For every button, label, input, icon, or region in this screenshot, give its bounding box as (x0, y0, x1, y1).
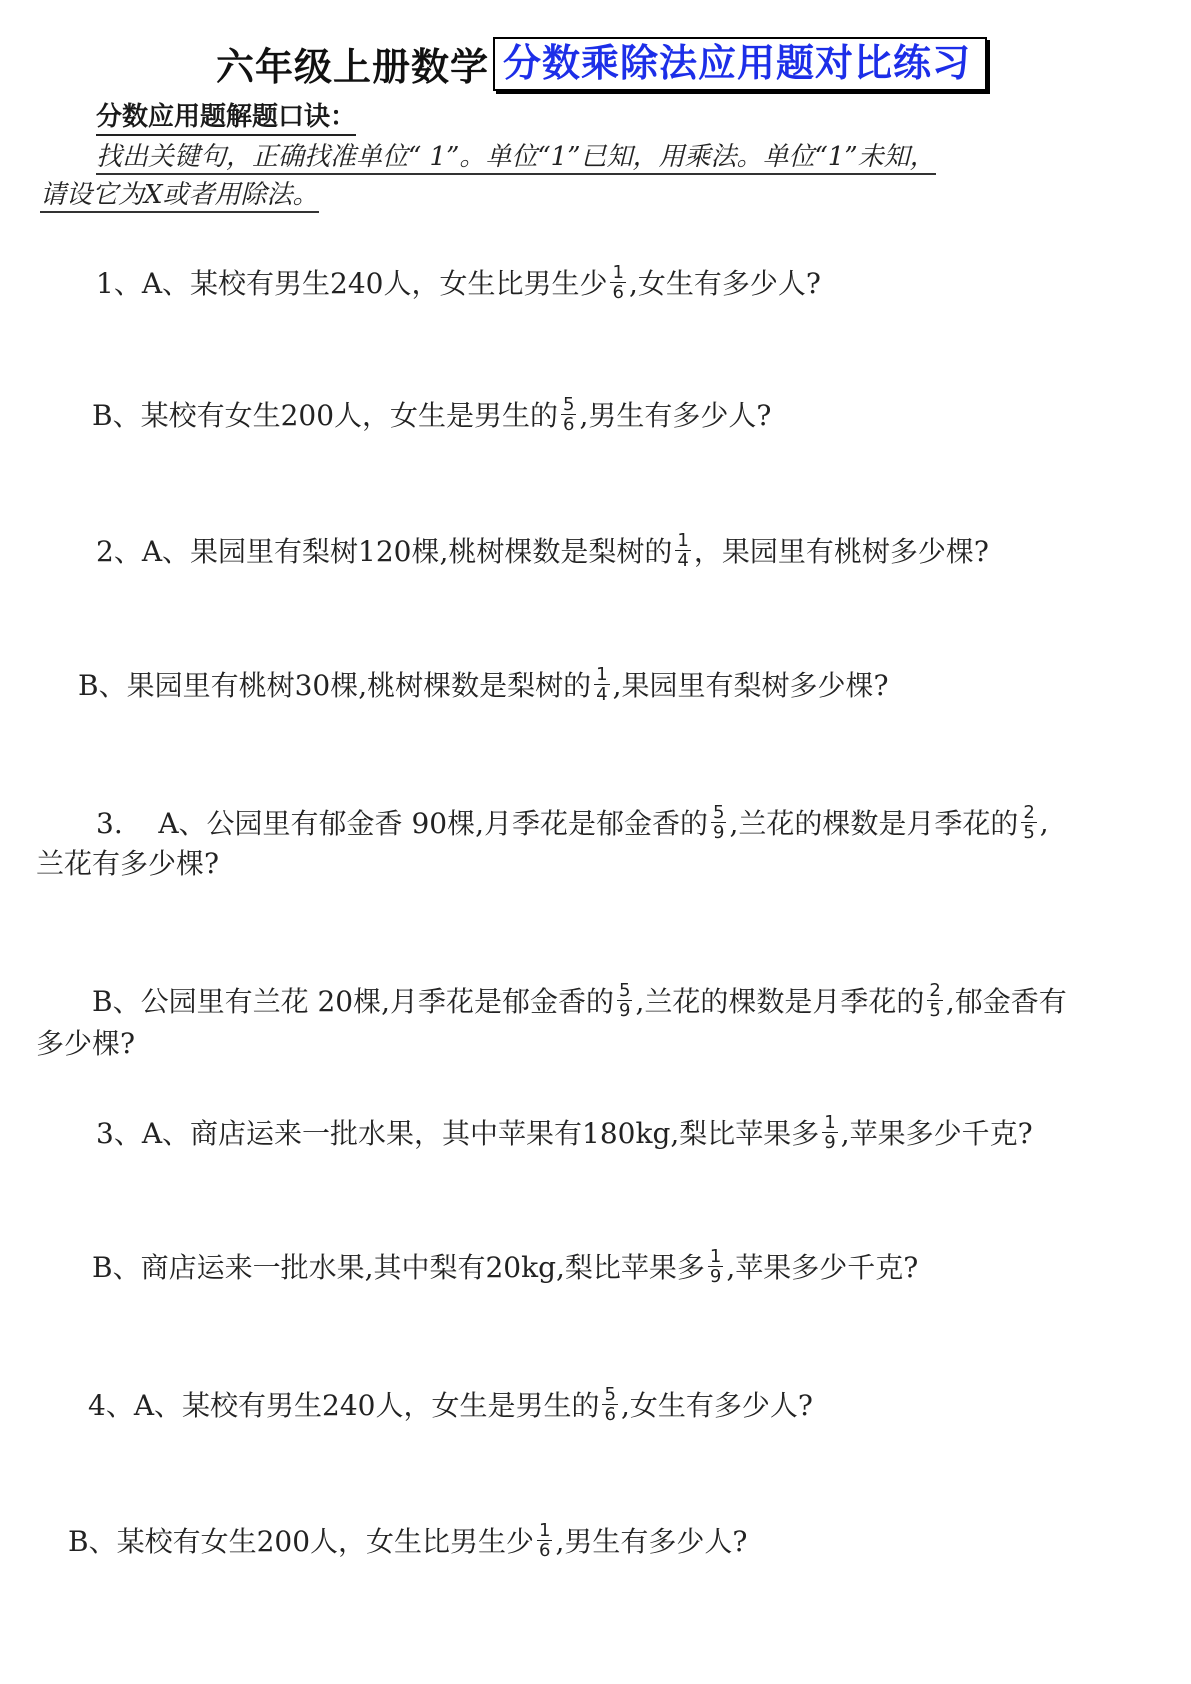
fraction-numerator: 1 (677, 529, 689, 551)
question-4b (68, 1520, 747, 1560)
fraction-denominator: 6 (539, 1539, 551, 1561)
fraction-numerator: 1 (539, 1519, 551, 1541)
fraction-numerator: 2 (929, 979, 941, 1001)
fraction-denominator: 6 (604, 1403, 616, 1425)
question-text: B、果园里有桃树30棵,桃树棵数是梨树的 (78, 669, 592, 702)
rhyme-heading: 分数应用题解题口诀： (96, 96, 356, 136)
fraction (602, 1385, 617, 1424)
fraction-numerator: 5 (604, 1383, 616, 1405)
fraction-denominator: 9 (824, 1131, 836, 1153)
fraction-denominator: 4 (677, 549, 689, 571)
rhyme-line-2: 请设它为X或者用除法。 (40, 174, 319, 213)
question-3a (96, 802, 1049, 842)
question-text: 4、A、某校有男生240人，女生是男生的 (88, 1389, 600, 1422)
fraction-denominator: 6 (563, 413, 575, 435)
fraction-numerator: 1 (824, 1111, 836, 1133)
question-3b-continuation: 多少棵? (36, 1027, 136, 1060)
fraction (610, 263, 625, 302)
question-4a (88, 1384, 813, 1424)
fraction-denominator: 9 (709, 1265, 722, 1287)
fraction (708, 1247, 723, 1286)
fraction (822, 1113, 837, 1152)
question-3b-fruit (92, 1246, 918, 1286)
question-text-mid: ,兰花的棵数是月季花的 (635, 985, 925, 1018)
question-text-end: ,女生有多少人? (620, 1389, 813, 1422)
question-text-end: ,男生有多少人? (555, 1525, 748, 1558)
question-text-end: ,苹果多少千克? (726, 1251, 919, 1284)
fraction-numerator: 5 (712, 801, 725, 823)
question-2b (78, 664, 888, 704)
fraction-denominator: 6 (612, 281, 624, 303)
fraction-denominator: 5 (929, 999, 941, 1021)
fraction (594, 665, 609, 704)
question-text-end: ,男生有多少人? (579, 399, 772, 432)
fraction (711, 803, 726, 842)
question-text: 3、A、商店运来一批水果，其中苹果有180kg,梨比苹果多 (96, 1117, 820, 1150)
fraction (927, 981, 942, 1020)
title-boxed: 分数乘除法应用题对比练习 (493, 37, 987, 91)
fraction (675, 531, 690, 570)
fraction-numerator: 5 (619, 979, 631, 1001)
question-text-mid: ,兰花的棵数是月季花的 (729, 807, 1019, 840)
fraction-numerator: 2 (1023, 801, 1035, 823)
fraction (617, 981, 632, 1020)
question-text-end: ，果园里有桃树多少棵? (693, 535, 989, 568)
question-text: 2、A、果园里有梨树120棵,桃树棵数是梨树的 (96, 535, 673, 568)
question-text-end: ,女生有多少人? (628, 267, 821, 300)
question-text-end: ,苹果多少千克? (840, 1117, 1033, 1150)
title-main: 六年级上册数学 (216, 45, 490, 89)
question-text-end: ,郁金香有 (945, 985, 1067, 1018)
page-title (216, 36, 987, 91)
question-text: B、商店运来一批水果,其中梨有20kg,梨比苹果多 (92, 1251, 705, 1284)
question-3b (92, 980, 1067, 1020)
question-1a (96, 262, 821, 302)
question-1b (92, 394, 771, 434)
fraction-denominator: 9 (619, 999, 631, 1021)
question-text: B、公园里有兰花 20棵,月季花是郁金香的 (92, 985, 615, 1018)
question-2a (96, 530, 989, 570)
question-text-end: , (1039, 805, 1049, 839)
fraction-numerator: 1 (709, 1245, 722, 1267)
fraction-denominator: 9 (712, 821, 725, 843)
question-3a-continuation: 兰花有多少棵? (36, 847, 220, 880)
rhyme-line-1: 找出关键句，正确找准单位“ 1”。单位“1”已知，用乘法。单位“1”未知， (96, 136, 936, 175)
question-text: 3. A、公园里有郁金香 90棵,月季花是郁金香的 (96, 807, 708, 840)
question-text: 1、A、某校有男生240人，女生比男生少 (96, 267, 608, 300)
fraction (537, 1521, 552, 1560)
question-text: B、某校有女生200人，女生比男生少 (68, 1525, 535, 1558)
fraction-denominator: 4 (596, 683, 608, 705)
question-text: B、某校有女生200人，女生是男生的 (92, 399, 559, 432)
question-3a-fruit (96, 1112, 1033, 1152)
fraction-numerator: 5 (563, 393, 575, 415)
fraction (1021, 803, 1036, 842)
fraction-denominator: 5 (1023, 821, 1035, 843)
fraction (561, 395, 576, 434)
fraction-numerator: 1 (612, 261, 624, 283)
question-text-end: ,果园里有梨树多少棵? (612, 669, 889, 702)
fraction-numerator: 1 (596, 663, 608, 685)
